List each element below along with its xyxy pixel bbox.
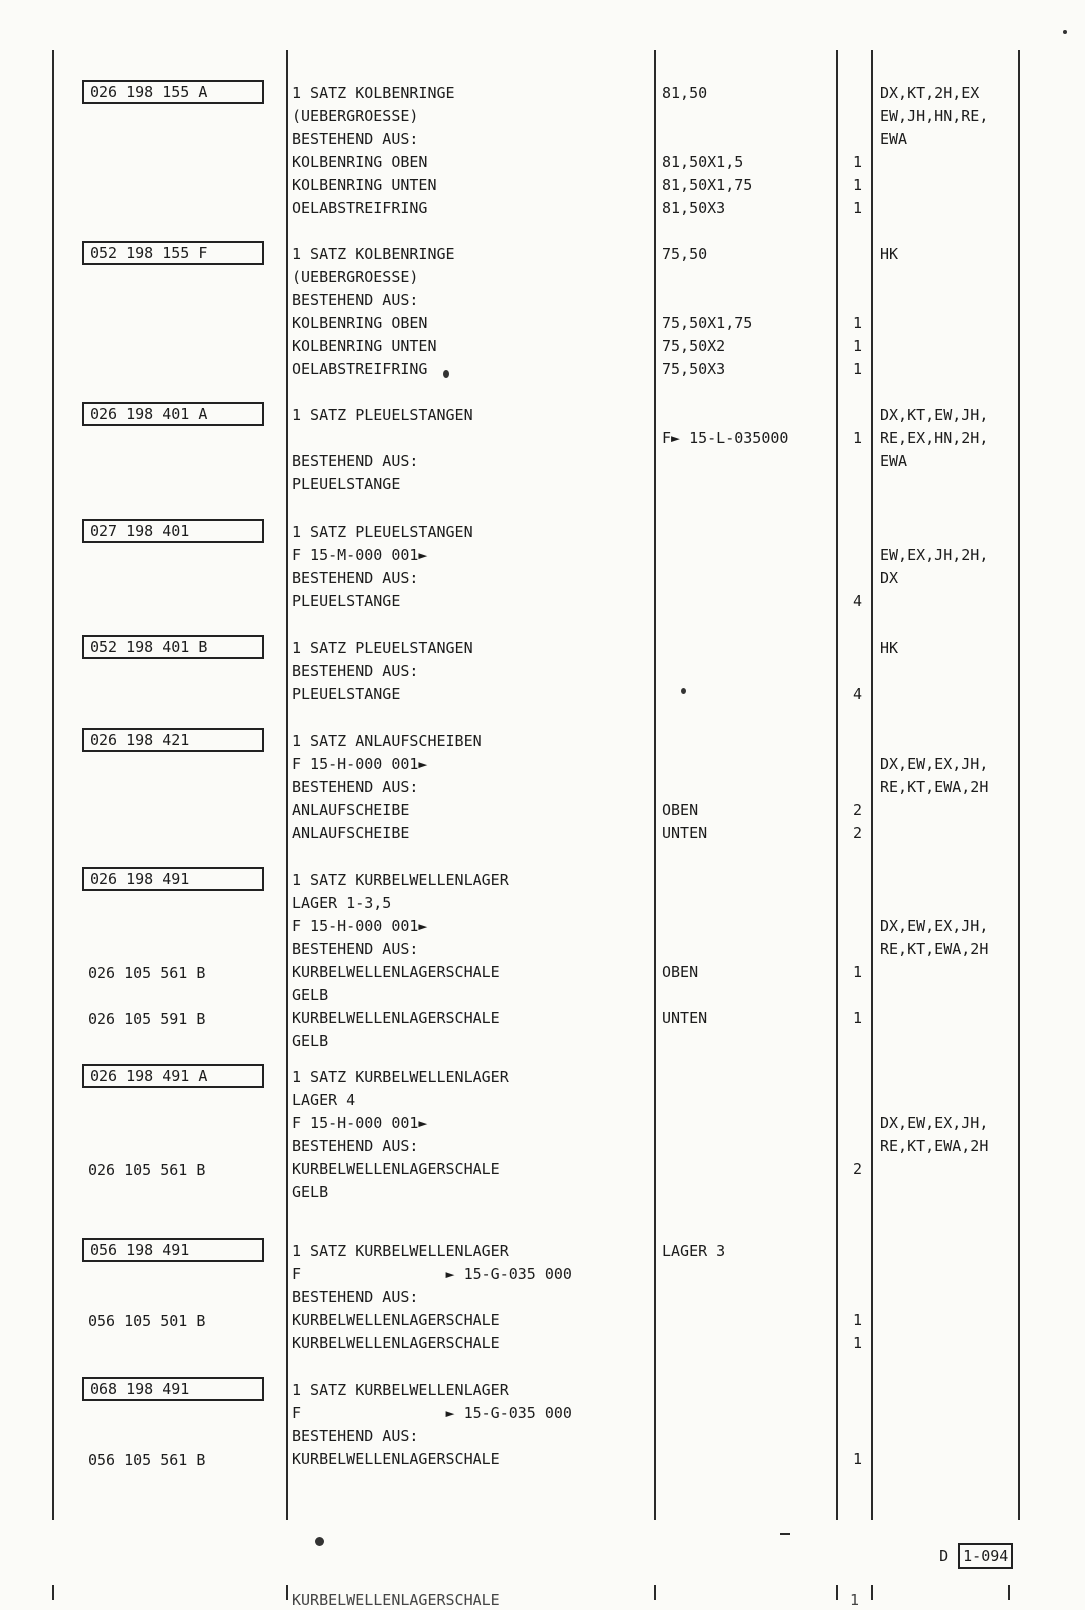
quantity: 2 xyxy=(852,824,862,842)
description-line: F 15-H-000 001► xyxy=(292,917,428,935)
column-rule xyxy=(52,50,54,1520)
model-codes: EWA xyxy=(880,130,908,148)
sub-part-number: 056 105 561 B xyxy=(88,1451,206,1469)
page-number: 1-094 xyxy=(958,1543,1013,1569)
quantity: 4 xyxy=(852,592,862,610)
description-line: LAGER 4 xyxy=(292,1091,356,1109)
quantity: 1 xyxy=(852,1450,862,1468)
description-line: BESTEHEND AUS: xyxy=(292,291,419,309)
description-line: BESTEHEND AUS: xyxy=(292,778,419,796)
description-line: BESTEHEND AUS: xyxy=(292,940,419,958)
scan-speck xyxy=(1063,30,1067,34)
description-line: ANLAUFSCHEIBE xyxy=(292,824,410,842)
page-reference xyxy=(903,1521,1013,1591)
description-line: PLEUELSTANGE xyxy=(292,475,401,493)
spec-value: 75,50X1,75 xyxy=(662,314,753,332)
description-line: 1 SATZ KURBELWELLENLAGER xyxy=(292,1381,509,1399)
model-codes: RE,EX,HN,2H, xyxy=(880,429,989,447)
description-line: F 15-H-000 001► xyxy=(292,1114,428,1132)
model-codes: EWA xyxy=(880,452,908,470)
quantity: 1 xyxy=(852,176,862,194)
description-line: BESTEHEND AUS: xyxy=(292,130,419,148)
description-line: KURBELWELLENLAGERSCHALE xyxy=(292,1009,500,1027)
section-letter: D xyxy=(939,1547,949,1565)
description-line: KOLBENRING OBEN xyxy=(292,153,428,171)
spec-value: 75,50 xyxy=(662,245,708,263)
quantity: 4 xyxy=(852,685,862,703)
quantity: 2 xyxy=(852,801,862,819)
sub-part-number: 026 105 561 B xyxy=(88,1161,206,1179)
description-line: 1 SATZ KURBELWELLENLAGER xyxy=(292,871,509,889)
model-codes: DX,KT,2H,EX xyxy=(880,84,980,102)
description-line: BESTEHEND AUS: xyxy=(292,452,419,470)
spec-value: 75,50X3 xyxy=(662,360,726,378)
quantity: 1 xyxy=(852,1009,862,1027)
description-line: GELB xyxy=(292,1183,329,1201)
model-codes: EW,JH,HN,RE, xyxy=(880,107,989,125)
description-line: BESTEHEND AUS: xyxy=(292,1427,419,1445)
description-line: F 15-H-000 001► xyxy=(292,755,428,773)
quantity: 1 xyxy=(852,360,862,378)
description-line: F ► 15-G-035 000 xyxy=(292,1404,572,1422)
sub-part-number: 026 105 561 B xyxy=(88,964,206,982)
description-line: GELB xyxy=(292,1032,329,1050)
column-rule xyxy=(52,1585,54,1600)
quantity: 1 xyxy=(852,1311,862,1329)
column-rule xyxy=(286,50,288,1520)
column-rule xyxy=(1008,1585,1010,1600)
quantity: 1 xyxy=(852,314,862,332)
description-line: F 15-M-000 001► xyxy=(292,546,428,564)
model-codes: RE,KT,EWA,2H xyxy=(880,1137,989,1155)
scan-speck xyxy=(315,1537,324,1546)
part-number: 056 198 491 xyxy=(82,1238,264,1262)
sub-part-number: 026 105 591 B xyxy=(88,1010,206,1028)
part-number: 026 198 491 xyxy=(82,867,264,891)
description-line: PLEUELSTANGE xyxy=(292,592,401,610)
description-line: 1 SATZ PLEUELSTANGEN xyxy=(292,523,473,541)
quantity: 1 xyxy=(852,153,862,171)
spec-value: OBEN xyxy=(662,963,699,981)
model-codes: DX xyxy=(880,569,899,587)
description-line: KURBELWELLENLAGERSCHALE xyxy=(292,1160,500,1178)
description-line: KURBELWELLENLAGERSCHALE xyxy=(292,1450,500,1468)
quantity: 1 xyxy=(852,337,862,355)
model-codes: RE,KT,EWA,2H xyxy=(880,778,989,796)
description-line: 1 SATZ KURBELWELLENLAGER xyxy=(292,1242,509,1260)
part-number: 068 198 491 xyxy=(82,1377,264,1401)
column-rule xyxy=(836,50,838,1520)
spec-value: 81,50X1,5 xyxy=(662,153,744,171)
quantity: 1 xyxy=(852,1334,862,1352)
description-line: KOLBENRING OBEN xyxy=(292,314,428,332)
spec-value: UNTEN xyxy=(662,824,708,842)
model-codes: DX,KT,EW,JH, xyxy=(880,406,989,424)
quantity: 1 xyxy=(852,963,862,981)
model-codes: HK xyxy=(880,245,899,263)
description-line: (UEBERGROESSE) xyxy=(292,107,419,125)
model-codes: DX,EW,EX,JH, xyxy=(880,917,989,935)
description-line: 1 SATZ KOLBENRINGE xyxy=(292,84,455,102)
scan-speck xyxy=(681,688,686,694)
description-line: KURBELWELLENLAGERSCHALE xyxy=(292,1334,500,1352)
description-line: ANLAUFSCHEIBE xyxy=(292,801,410,819)
part-number: 052 198 155 F xyxy=(82,241,264,265)
column-rule xyxy=(654,1585,656,1600)
column-rule xyxy=(654,50,656,1520)
footer-dash xyxy=(780,1533,790,1535)
description-line: BESTEHEND AUS: xyxy=(292,569,419,587)
description-line: BESTEHEND AUS: xyxy=(292,1288,419,1306)
quantity: 1 xyxy=(852,199,862,217)
description-line: 1 SATZ PLEUELSTANGEN xyxy=(292,639,473,657)
description-line: OELABSTREIFRING xyxy=(292,360,428,378)
spec-value: F► 15-L-035000 xyxy=(662,429,789,447)
spec-value: OBEN xyxy=(662,801,699,819)
spec-value: LAGER 3 xyxy=(662,1242,726,1260)
quantity: 1 xyxy=(852,429,862,447)
description-line: 1 SATZ KURBELWELLENLAGER xyxy=(292,1068,509,1086)
column-rule xyxy=(286,1585,288,1600)
next-page-qty: 1 xyxy=(850,1591,860,1609)
part-number: 026 198 491 A xyxy=(82,1064,264,1088)
scan-speck xyxy=(443,370,449,378)
spec-value: 75,50X2 xyxy=(662,337,726,355)
description-line: KOLBENRING UNTEN xyxy=(292,337,437,355)
description-line: BESTEHEND AUS: xyxy=(292,662,419,680)
part-number: 026 198 421 xyxy=(82,728,264,752)
description-line: (UEBERGROESSE) xyxy=(292,268,419,286)
model-codes: RE,KT,EWA,2H xyxy=(880,940,989,958)
description-line: KURBELWELLENLAGERSCHALE xyxy=(292,963,500,981)
part-number: 027 198 401 xyxy=(82,519,264,543)
model-codes: DX,EW,EX,JH, xyxy=(880,1114,989,1132)
description-line: PLEUELSTANGE xyxy=(292,685,401,703)
model-codes: HK xyxy=(880,639,899,657)
model-codes: DX,EW,EX,JH, xyxy=(880,755,989,773)
column-rule xyxy=(836,1585,838,1600)
column-rule xyxy=(871,1585,873,1600)
description-line: 1 SATZ PLEUELSTANGEN xyxy=(292,406,473,424)
spec-value: UNTEN xyxy=(662,1009,708,1027)
part-number: 026 198 155 A xyxy=(82,80,264,104)
description-line: LAGER 1-3,5 xyxy=(292,894,392,912)
spec-value: 81,50X1,75 xyxy=(662,176,753,194)
description-line: 1 SATZ KOLBENRINGE xyxy=(292,245,455,263)
description-line: OELABSTREIFRING xyxy=(292,199,428,217)
description-line: BESTEHEND AUS: xyxy=(292,1137,419,1155)
sub-part-number: 056 105 501 B xyxy=(88,1312,206,1330)
next-page-description: KURBELWELLENLAGERSCHALE xyxy=(292,1591,500,1609)
part-number: 026 198 401 A xyxy=(82,402,264,426)
description-line: F ► 15-G-035 000 xyxy=(292,1265,572,1283)
part-number: 052 198 401 B xyxy=(82,635,264,659)
description-line: 1 SATZ ANLAUFSCHEIBEN xyxy=(292,732,482,750)
spec-value: 81,50 xyxy=(662,84,708,102)
description-line: GELB xyxy=(292,986,329,1004)
quantity: 2 xyxy=(852,1160,862,1178)
description-line: KURBELWELLENLAGERSCHALE xyxy=(292,1311,500,1329)
description-line: KOLBENRING UNTEN xyxy=(292,176,437,194)
model-codes: EW,EX,JH,2H, xyxy=(880,546,989,564)
column-rule xyxy=(871,50,873,1520)
spec-value: 81,50X3 xyxy=(662,199,726,217)
